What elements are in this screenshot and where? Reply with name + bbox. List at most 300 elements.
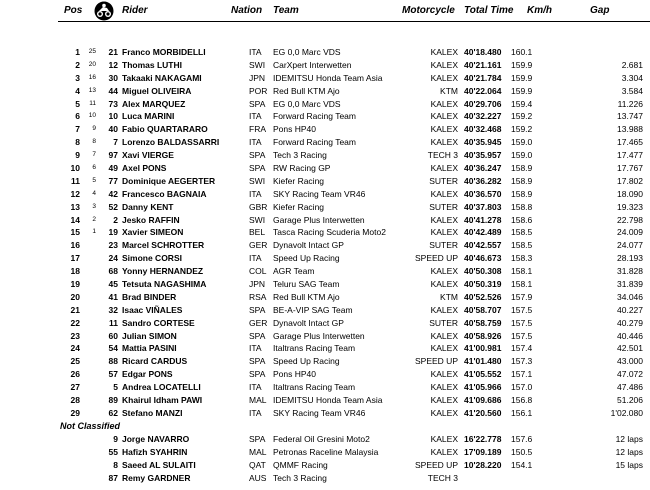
rider-number: 5	[113, 382, 118, 393]
rider-name: Thomas LUTHI	[122, 59, 182, 70]
gap: 40.446	[617, 330, 643, 341]
motorcycle: SUTER	[429, 175, 458, 186]
points: 11	[89, 99, 96, 107]
table-row	[0, 175, 650, 188]
nation: ITA	[249, 407, 262, 418]
nation: MAL	[249, 446, 267, 457]
rider-number: 2	[113, 214, 118, 225]
motorcycle: KTM	[440, 291, 458, 302]
position: 18	[70, 266, 80, 277]
rider-number: 41	[108, 291, 118, 302]
nation: SPA	[249, 150, 266, 161]
gap: 47.072	[617, 369, 643, 380]
speed-kmh: 159.9	[511, 72, 533, 83]
speed-kmh: 156.1	[511, 407, 533, 418]
team-name: Teluru SAG Team	[273, 279, 340, 290]
table-row	[0, 304, 650, 317]
rider-name: Axel PONS	[122, 163, 167, 174]
speed-kmh: 157.0	[511, 382, 533, 393]
nation: MAL	[249, 395, 267, 406]
speed-kmh: 158.9	[511, 188, 533, 199]
table-row	[0, 368, 650, 381]
speed-kmh: 159.2	[511, 124, 533, 135]
rider-name: Hafizh SYAHRIN	[122, 446, 188, 457]
points: 4	[92, 189, 96, 197]
table-row	[0, 123, 650, 136]
position: 24	[70, 343, 80, 354]
position: 17	[70, 253, 80, 264]
points: 2	[92, 215, 96, 223]
gap: 17.477	[617, 150, 643, 161]
total-time: 40'21.161	[464, 59, 502, 70]
team-name: Tech 3 Racing	[273, 150, 327, 161]
position: 5	[75, 98, 80, 109]
rider-number: 54	[108, 343, 118, 354]
total-time: 40'50.319	[464, 279, 502, 290]
total-time: 17'09.189	[464, 446, 502, 457]
speed-kmh: 159.2	[511, 111, 533, 122]
team-name: BE-A-VIP SAG Team	[273, 304, 353, 315]
nation: ITA	[249, 47, 262, 57]
motorcycle: KALEX	[430, 137, 458, 148]
total-time: 40'58.759	[464, 317, 502, 328]
speed-kmh: 158.9	[511, 163, 533, 174]
speed-kmh: 150.5	[511, 446, 533, 457]
team-name: Dynavolt Intact GP	[273, 240, 344, 251]
table-row	[0, 162, 650, 175]
motorcycle: SPEED UP	[415, 459, 458, 470]
position: 2	[75, 59, 80, 70]
nation: SPA	[249, 98, 266, 109]
total-time: 16'22.778	[464, 433, 502, 444]
gap: 13.988	[617, 124, 643, 135]
motorcycle: KALEX	[430, 214, 458, 225]
total-time: 40'58.707	[464, 304, 502, 315]
nation: JPN	[249, 72, 266, 83]
rider-name: Tetsuta NAGASHIMA	[122, 279, 207, 290]
nation: POR	[249, 85, 268, 96]
header-rider: Rider	[122, 5, 148, 16]
rider-number: 55	[108, 446, 118, 457]
position: 16	[70, 240, 80, 251]
results-table	[0, 46, 650, 484]
rider-name: Dominique AEGERTER	[122, 175, 216, 186]
gap: 28.193	[617, 253, 643, 264]
total-time: 40'37.803	[464, 201, 502, 212]
speed-kmh: 158.5	[511, 227, 533, 238]
gap: 15 laps	[615, 459, 643, 470]
points: 1	[92, 228, 96, 236]
gap: 47.486	[617, 382, 643, 393]
header-motorcycle: Motorcycle	[402, 5, 455, 16]
team-name: Italtrans Racing Team	[273, 343, 356, 354]
position: 15	[70, 227, 80, 238]
motorcycle: KALEX	[430, 111, 458, 122]
nation: ITA	[249, 137, 262, 148]
table-row	[0, 72, 650, 85]
points: 8	[92, 138, 96, 146]
team-name: EG 0,0 Marc VDS	[273, 98, 341, 109]
table-row	[0, 446, 650, 459]
team-name: Forward Racing Team	[273, 137, 356, 148]
table-row	[0, 394, 650, 407]
motorcycle: TECH 3	[427, 150, 458, 161]
nation: GBR	[249, 201, 268, 212]
motorcycle: KALEX	[430, 227, 458, 238]
speed-kmh: 156.8	[511, 395, 533, 406]
rider-number: 88	[108, 356, 118, 367]
total-time: 41'09.686	[464, 395, 502, 406]
nation: AUS	[249, 472, 267, 483]
speed-kmh: 158.9	[511, 175, 533, 186]
rider-number: 12	[108, 59, 118, 70]
header-team: Team	[273, 5, 299, 16]
speed-kmh: 158.3	[511, 253, 533, 264]
nation: RSA	[249, 291, 267, 302]
team-name: IDEMITSU Honda Team Asia	[273, 395, 383, 406]
rider-number: 73	[108, 98, 118, 109]
table-row	[0, 433, 650, 446]
team-name: EG 0,0 Marc VDS	[273, 47, 341, 57]
table-row	[0, 46, 650, 59]
team-name: Forward Racing Team	[273, 111, 356, 122]
header-divider	[58, 21, 650, 22]
gap: 19.323	[617, 201, 643, 212]
table-row	[0, 226, 650, 239]
position: 13	[70, 201, 80, 212]
table-header	[0, 0, 650, 22]
speed-kmh: 158.6	[511, 214, 533, 225]
table-row	[0, 459, 650, 472]
speed-kmh: 154.1	[511, 459, 533, 470]
rider-name: Fabio QUARTARARO	[122, 124, 208, 135]
rider-name: Francesco BAGNAIA	[122, 188, 207, 199]
motorcycle: KALEX	[430, 163, 458, 174]
rider-number: 24	[108, 253, 118, 264]
table-row	[0, 136, 650, 149]
total-time: 40'32.468	[464, 124, 502, 135]
nation: SPA	[249, 304, 266, 315]
total-time: 40'41.278	[464, 214, 502, 225]
team-name: RW Racing GP	[273, 163, 331, 174]
gap: 1'02.080	[610, 407, 643, 418]
team-name: QMMF Racing	[273, 459, 328, 470]
team-name: Federal Oil Gresini Moto2	[273, 433, 370, 444]
nation: SPA	[249, 369, 266, 380]
nation: SPA	[249, 433, 266, 444]
points: 13	[88, 86, 96, 94]
nation: GER	[249, 240, 268, 251]
rider-name: Khairul Idham PAWI	[122, 395, 203, 406]
speed-kmh: 160.1	[511, 47, 533, 57]
table-row	[0, 330, 650, 343]
nation: SPA	[249, 356, 266, 367]
rider-number: 44	[108, 85, 118, 96]
rider-name: Yonny HERNANDEZ	[122, 266, 204, 277]
team-name: SKY Racing Team VR46	[273, 188, 366, 199]
header-pos: Pos	[64, 5, 83, 16]
not-classified-heading: Not Classified	[60, 420, 121, 431]
team-name: Dynavolt Intact GP	[273, 317, 344, 328]
total-time: 41'05.966	[464, 382, 502, 393]
motorcycle: SUTER	[429, 240, 458, 251]
team-name: Red Bull KTM Ajo	[273, 291, 340, 302]
motorcycle: KALEX	[430, 369, 458, 380]
team-name: Kiefer Racing	[273, 175, 325, 186]
speed-kmh: 159.9	[511, 59, 533, 70]
position: 12	[70, 188, 80, 199]
speed-kmh: 159.0	[511, 137, 533, 148]
rider-name: Danny KENT	[122, 201, 174, 212]
nation: COL	[249, 266, 267, 277]
table-row	[0, 149, 650, 162]
speed-kmh: 158.1	[511, 266, 533, 277]
speed-kmh: 157.1	[511, 369, 533, 380]
points: 6	[92, 164, 96, 172]
rider-number: 52	[108, 201, 118, 212]
team-name: Kiefer Racing	[273, 201, 325, 212]
motorcycle: KALEX	[430, 433, 458, 444]
rider-name: Jorge NAVARRO	[122, 433, 190, 444]
rider-name: Luca MARINI	[122, 111, 175, 122]
header-nation: Nation	[231, 5, 263, 16]
header-kmh: Km/h	[527, 5, 552, 16]
total-time: 40'36.247	[464, 163, 502, 174]
rider-name: Alex MARQUEZ	[122, 98, 186, 109]
position: 3	[75, 72, 80, 83]
position: 7	[75, 124, 80, 135]
nation: GER	[249, 317, 268, 328]
rider-number: 68	[108, 266, 118, 277]
nation: ITA	[249, 253, 262, 264]
rider-name: Xavier SIMEON	[122, 227, 184, 238]
motorcycle: KALEX	[430, 382, 458, 393]
total-time: 40'58.926	[464, 330, 502, 341]
nation: ITA	[249, 382, 262, 393]
rider-name: Simone CORSI	[122, 253, 182, 264]
position: 11	[71, 175, 80, 186]
speed-kmh: 157.5	[511, 330, 533, 341]
total-time: 40'32.227	[464, 111, 502, 122]
speed-kmh: 157.9	[511, 291, 533, 302]
table-row	[0, 59, 650, 72]
total-time: 40'36.282	[464, 175, 502, 186]
rider-name: Julian SIMON	[122, 330, 177, 341]
rider-number: 10	[108, 111, 118, 122]
table-row	[0, 355, 650, 368]
gap: 13.747	[617, 111, 643, 122]
table-row	[0, 472, 650, 485]
rider-number: 32	[108, 304, 118, 315]
total-time: 40'35.945	[464, 137, 502, 148]
nation: ITA	[249, 111, 262, 122]
nation: SWI	[249, 59, 266, 70]
gap: 40.279	[617, 317, 643, 328]
rider-name: Mattia PASINI	[122, 343, 177, 354]
rider-number: 19	[108, 227, 118, 238]
gap: 42.501	[617, 343, 643, 354]
position: 27	[70, 382, 80, 393]
table-row	[0, 265, 650, 278]
rider-name: Jesko RAFFIN	[122, 214, 180, 225]
gap: 3.584	[621, 85, 643, 96]
motorcycle: TECH 3	[427, 472, 458, 483]
gap: 17.767	[617, 163, 643, 174]
speed-kmh: 158.8	[511, 201, 533, 212]
nation: SPA	[249, 330, 266, 341]
position: 14	[70, 214, 80, 225]
rider-number: 23	[108, 240, 118, 251]
rider-number: 8	[113, 459, 118, 470]
gap: 3.304	[621, 72, 643, 83]
motorcycle: KALEX	[430, 47, 458, 57]
rider-name: Franco MORBIDELLI	[122, 47, 206, 57]
total-time: 41'20.560	[464, 407, 502, 418]
points: 5	[92, 176, 96, 184]
motorcycle: KALEX	[430, 395, 458, 406]
points: 7	[92, 151, 96, 159]
team-name: Italtrans Racing Team	[273, 382, 356, 393]
rider-number: 89	[108, 395, 118, 406]
motorcycle: KALEX	[430, 446, 458, 457]
nation: SWI	[249, 214, 266, 225]
team-name: Red Bull KTM Ajo	[273, 85, 340, 96]
gap: 18.090	[617, 188, 643, 199]
table-row	[0, 407, 650, 420]
gap: 31.828	[617, 266, 643, 277]
nation: SWI	[249, 175, 266, 186]
total-time: 40'46.673	[464, 253, 502, 264]
gap: 34.046	[617, 291, 643, 302]
total-time: 40'35.957	[464, 150, 502, 161]
table-row	[0, 214, 650, 227]
rider-number: 7	[113, 137, 118, 148]
position: 29	[70, 407, 80, 418]
total-time: 40'36.570	[464, 188, 502, 199]
motorcycle: KALEX	[430, 98, 458, 109]
gap: 12 laps	[615, 446, 643, 457]
team-name: Pons HP40	[273, 124, 316, 135]
table-row	[0, 278, 650, 291]
position: 23	[70, 330, 80, 341]
rider-name: Sandro CORTESE	[122, 317, 195, 328]
nation: FRA	[249, 124, 266, 135]
gap: 40.227	[617, 304, 643, 315]
gap: 2.681	[621, 59, 643, 70]
position: 8	[75, 137, 80, 148]
table-row	[0, 98, 650, 111]
gap: 51.206	[617, 395, 643, 406]
gap: 31.839	[617, 279, 643, 290]
gap: 43.000	[617, 356, 643, 367]
rider-name: Xavi VIERGE	[122, 150, 174, 161]
table-row	[0, 239, 650, 252]
rider-name: Isaac VIÑALES	[122, 304, 183, 315]
header-total-time: Total Time	[464, 5, 514, 16]
table-row	[0, 252, 650, 265]
motorcycle: KALEX	[430, 124, 458, 135]
speed-kmh: 157.5	[511, 304, 533, 315]
rider-name: Stefano MANZI	[122, 407, 183, 418]
speed-kmh: 159.0	[511, 150, 533, 161]
gap: 17.465	[617, 137, 643, 148]
position: 19	[70, 279, 80, 290]
table-row	[0, 110, 650, 123]
motorcycle: KALEX	[430, 407, 458, 418]
points: 16	[88, 73, 96, 81]
points: 3	[92, 202, 96, 210]
total-time: 40'18.480	[464, 47, 502, 57]
rider-number: 97	[108, 150, 118, 161]
nation: ITA	[249, 343, 262, 354]
gap: 24.009	[617, 227, 643, 238]
total-time: 40'52.526	[464, 291, 502, 302]
table-row	[0, 317, 650, 330]
team-name: Tech 3 Racing	[273, 472, 327, 483]
team-name: Pons HP40	[273, 369, 316, 380]
table-row	[0, 201, 650, 214]
speed-kmh: 158.5	[511, 240, 533, 251]
motorcycle: SUTER	[429, 201, 458, 212]
motorcycle: KALEX	[430, 304, 458, 315]
team-name: Garage Plus Interwetten	[273, 214, 365, 225]
rider-number: 40	[108, 124, 118, 135]
position: 9	[75, 150, 80, 161]
rider-name: Saeed AL SULAITI	[122, 459, 196, 470]
motorcycle: SPEED UP	[415, 253, 458, 264]
points: 9	[92, 125, 96, 133]
position: 21	[70, 304, 80, 315]
gap: 22.798	[617, 214, 643, 225]
rider-number: 9	[113, 433, 118, 444]
position: 22	[70, 317, 80, 328]
rider-name: Marcel SCHROTTER	[122, 240, 205, 251]
total-time: 40'50.308	[464, 266, 502, 277]
total-time: 41'01.480	[464, 356, 502, 367]
total-time: 41'05.552	[464, 369, 502, 380]
nation: QAT	[249, 459, 266, 470]
rider-name: Remy GARDNER	[122, 472, 191, 483]
table-row	[0, 291, 650, 304]
nation: SPA	[249, 163, 266, 174]
team-name: Garage Plus Interwetten	[273, 330, 365, 341]
table-row	[0, 85, 650, 98]
team-name: IDEMITSU Honda Team Asia	[273, 72, 383, 83]
header-gap: Gap	[590, 5, 610, 16]
motorcycle: KALEX	[430, 188, 458, 199]
motorcycle: KALEX	[430, 72, 458, 83]
rider-number: 62	[108, 407, 118, 418]
speed-kmh: 157.3	[511, 356, 533, 367]
points: 10	[88, 112, 96, 120]
position: 20	[70, 291, 80, 302]
rider-number: 45	[108, 279, 118, 290]
team-name: AGR Team	[273, 266, 315, 277]
position: 1	[75, 47, 80, 57]
motorcycle: KALEX	[430, 343, 458, 354]
rider-name: Lorenzo BALDASSARRI	[122, 137, 220, 148]
rider-number: 11	[109, 317, 118, 328]
total-time: 40'29.706	[464, 98, 502, 109]
position: 25	[70, 356, 80, 367]
motorcycle: KALEX	[430, 59, 458, 70]
total-time: 40'42.557	[464, 240, 502, 251]
position: 10	[70, 163, 80, 174]
position: 28	[70, 395, 80, 406]
total-time: 40'22.064	[464, 85, 502, 96]
speed-kmh: 157.5	[511, 317, 533, 328]
rider-name: Ricard CARDUS	[122, 356, 188, 367]
